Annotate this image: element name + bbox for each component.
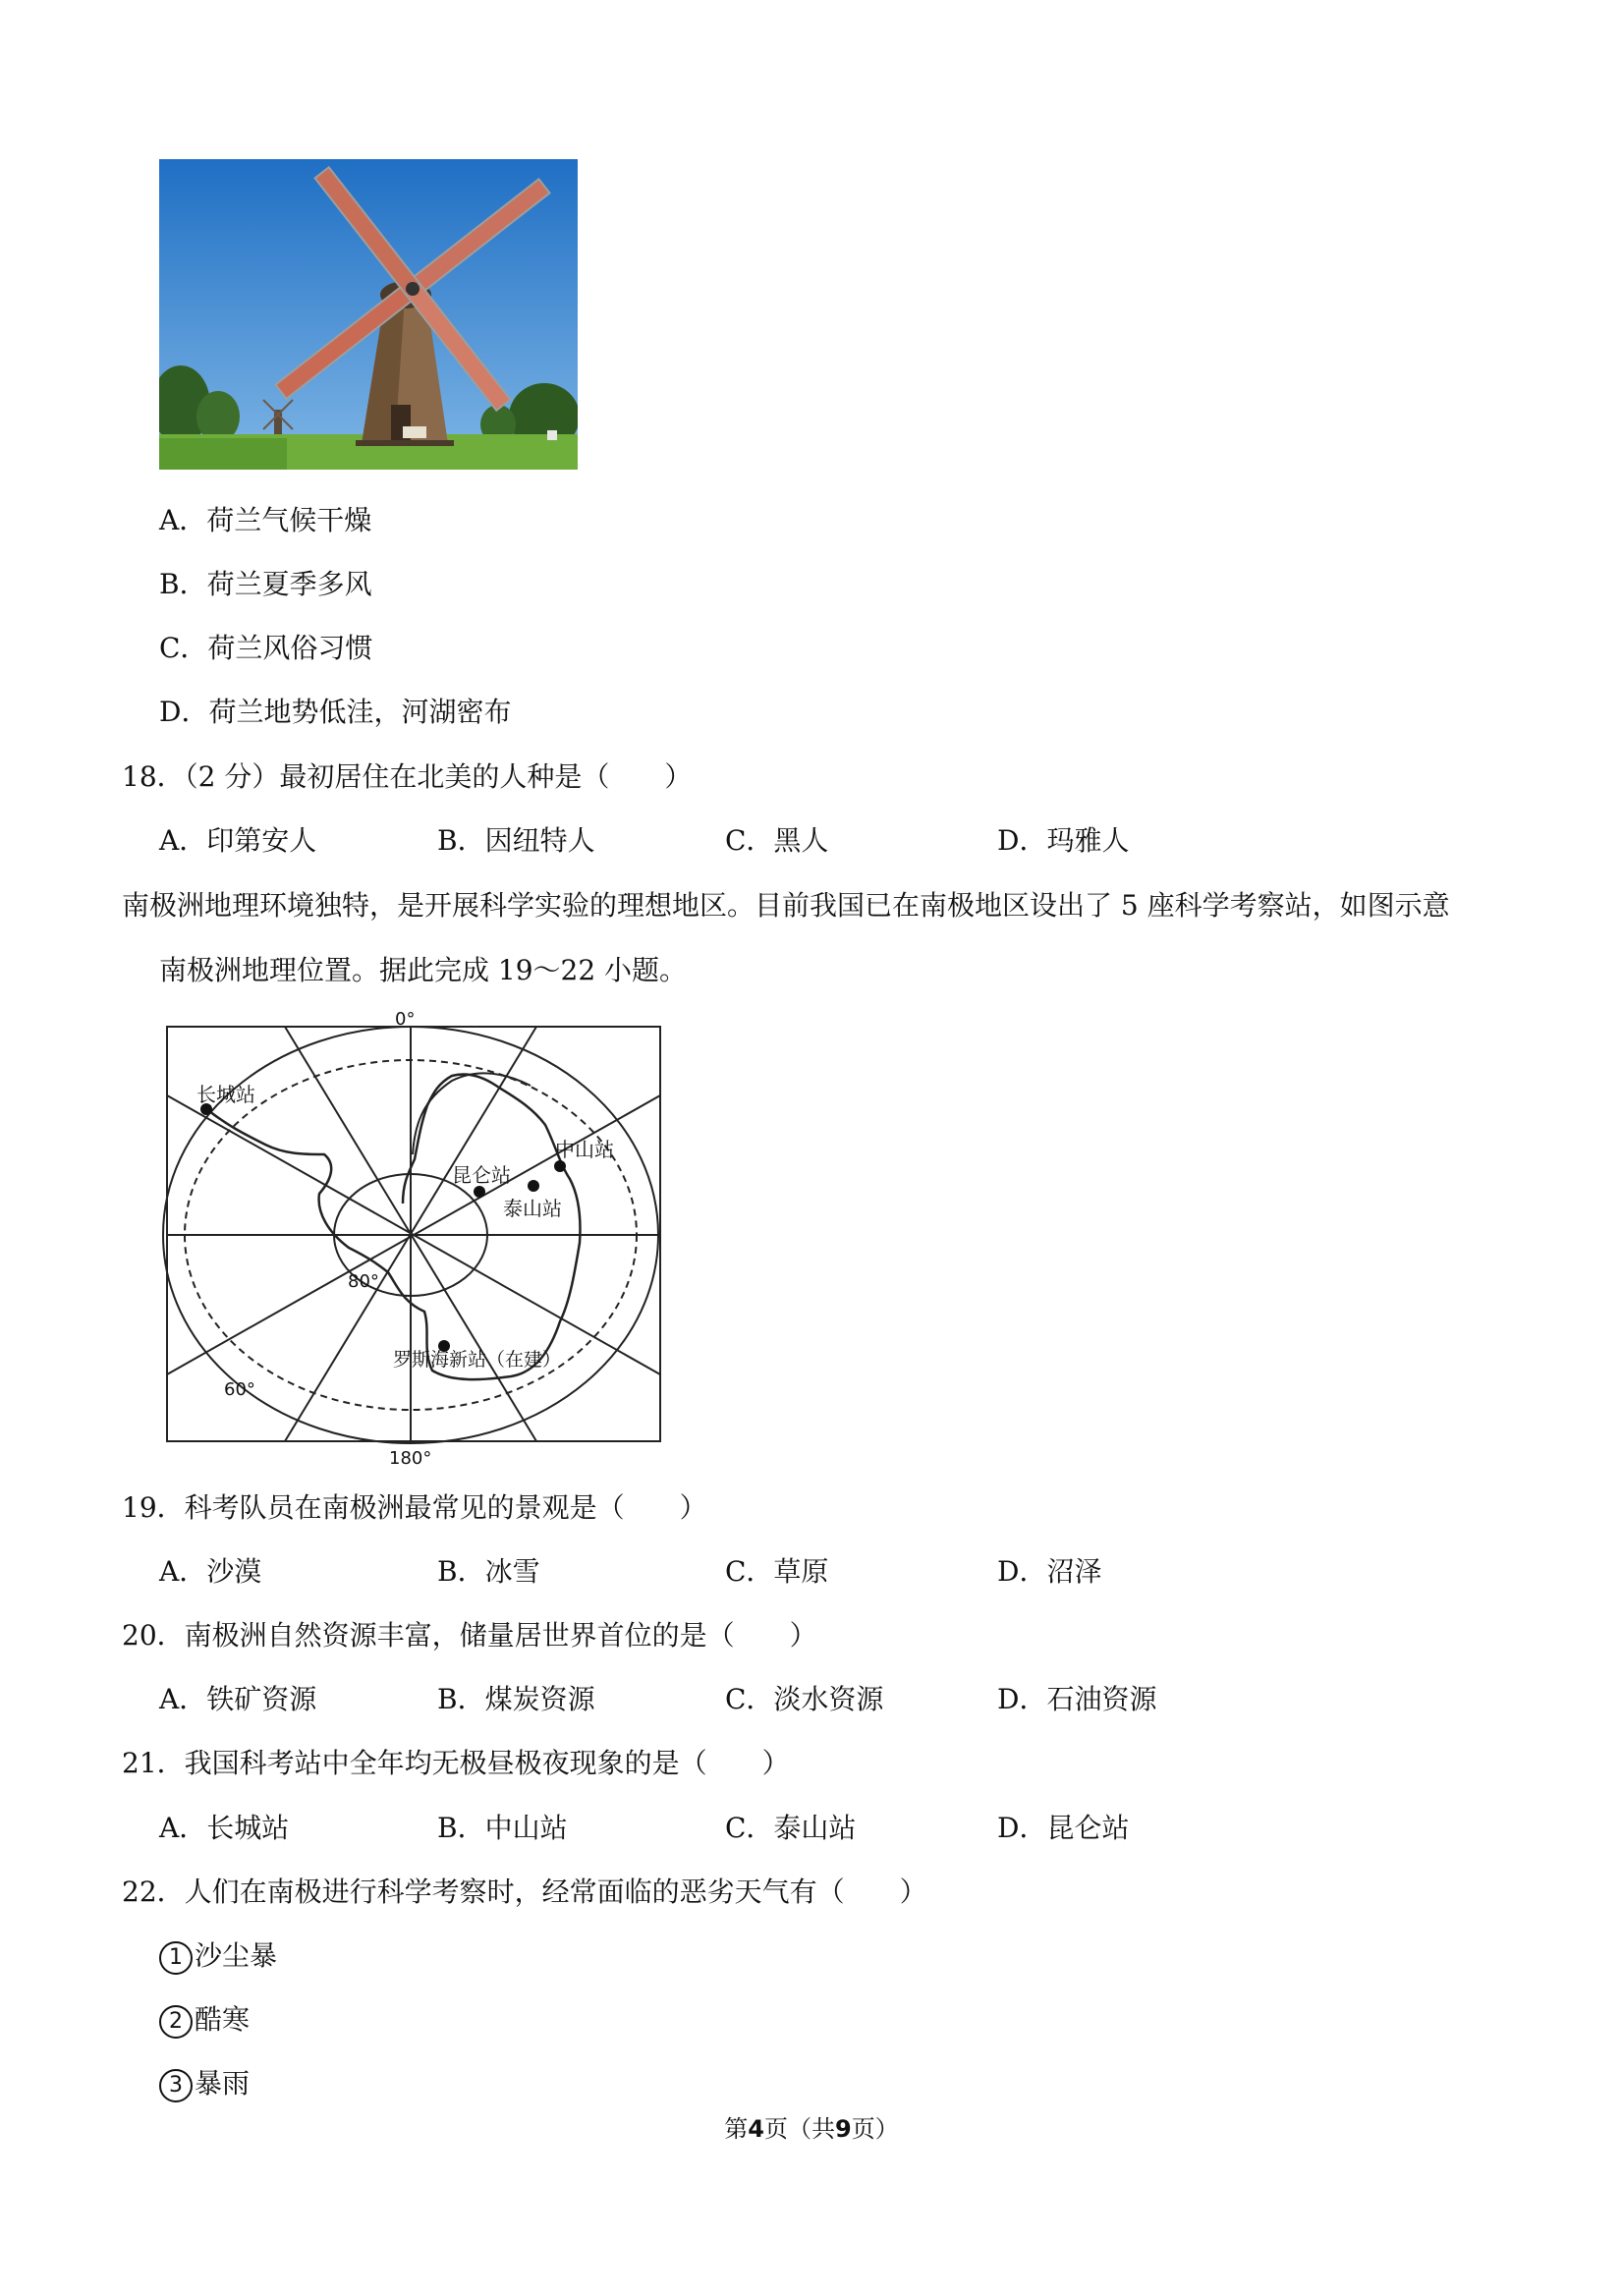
q18-option-a[interactable]: A．印第安人 [159, 824, 317, 857]
label-zhongshan: 中山站 [555, 1138, 614, 1161]
intro-line-1: 南极洲地理环境独特，是开展科学实验的理想地区。目前我国已在南极地区设出了 5 座科学考察站，如图示意 [122, 889, 1450, 922]
q20-stem: 20．南极洲自然资源丰富，储量居世界首位的是（ ） [122, 1619, 817, 1652]
q17-option-a[interactable]: A．荷兰气候干燥 [159, 504, 372, 536]
q17-option-b[interactable]: B．荷兰夏季多风 [159, 568, 372, 600]
q18-option-d[interactable]: D．玛雅人 [997, 824, 1130, 857]
q21-option-d[interactable]: D．昆仑站 [997, 1812, 1130, 1844]
label-taishan: 泰山站 [503, 1197, 562, 1220]
map-label-180: 180° [389, 1448, 432, 1469]
map-label-80: 80° [348, 1271, 379, 1292]
q20-option-d[interactable]: D．石油资源 [997, 1683, 1157, 1715]
intro-line-2: 南极洲地理位置。据此完成 19～22 小题。 [159, 954, 688, 986]
q18-option-b[interactable]: B．因纽特人 [437, 824, 595, 857]
map-label-60: 60° [224, 1379, 255, 1400]
q18-option-c[interactable]: C．黑人 [725, 824, 829, 857]
q22-stem: 22．人们在南极进行科学考察时，经常面临的恶劣天气有（ ） [122, 1876, 927, 1908]
q17-option-d[interactable]: D．荷兰地势低洼，河湖密布 [159, 696, 512, 728]
q19-option-c[interactable]: C．草原 [725, 1555, 829, 1588]
windmill-illustration [159, 159, 578, 470]
circled-number-2: 2 [159, 2005, 193, 2039]
footer-prefix: 第 [724, 2115, 749, 2143]
antarctica-map [157, 1007, 668, 1469]
q20-option-a[interactable]: A．铁矿资源 [159, 1683, 317, 1715]
page-footer [0, 2114, 1623, 2144]
q22-item-2[interactable] [159, 2002, 250, 2039]
q22-item-3-text: 暴雨 [195, 2067, 251, 2100]
q17-option-c[interactable]: C．荷兰风俗习惯 [159, 632, 373, 664]
q22-item-1[interactable] [159, 1938, 277, 1975]
q21-option-b[interactable]: B．中山站 [437, 1812, 568, 1844]
windmill-photo [159, 159, 578, 470]
q22-item-1-text: 沙尘暴 [195, 1939, 278, 1972]
q20-option-c[interactable]: C．淡水资源 [725, 1683, 884, 1715]
q22-item-3[interactable] [159, 2066, 250, 2102]
kunlun-station-dot [474, 1186, 485, 1198]
q19-option-b[interactable]: B．冰雪 [437, 1555, 540, 1588]
q20-option-b[interactable]: B．煤炭资源 [437, 1683, 595, 1715]
q21-option-c[interactable]: C．泰山站 [725, 1812, 857, 1844]
q21-option-a[interactable]: A．长城站 [159, 1812, 290, 1844]
q21-stem: 21．我国科考站中全年均无极昼极夜现象的是（ ） [122, 1747, 790, 1779]
q19-option-d[interactable]: D．沼泽 [997, 1555, 1102, 1588]
footer-total-pages: 9 [835, 2115, 852, 2143]
antarctica-map-figure [157, 1007, 668, 1469]
label-changcheng: 长城站 [196, 1083, 255, 1106]
q19-stem: 19．科考队员在南极洲最常见的景观是（ ） [122, 1491, 707, 1524]
q19-option-a[interactable]: A．沙漠 [159, 1555, 262, 1588]
circled-number-1: 1 [159, 1941, 193, 1975]
label-luosi: 罗斯海新站（在建） [393, 1349, 562, 1371]
taishan-station-dot [528, 1180, 539, 1192]
q18-stem: 18．（2 分）最初居住在北美的人种是（ ） [122, 760, 693, 793]
circled-number-3: 3 [159, 2069, 193, 2102]
footer-middle: 页（共 [764, 2115, 835, 2143]
q22-item-2-text: 酷寒 [195, 2003, 251, 2036]
label-kunlun: 昆仑站 [452, 1163, 511, 1187]
map-label-0: 0° [395, 1009, 416, 1030]
zhongshan-station-dot [554, 1160, 566, 1172]
footer-suffix: 页） [851, 2115, 899, 2143]
footer-page-number: 4 [748, 2115, 764, 2143]
